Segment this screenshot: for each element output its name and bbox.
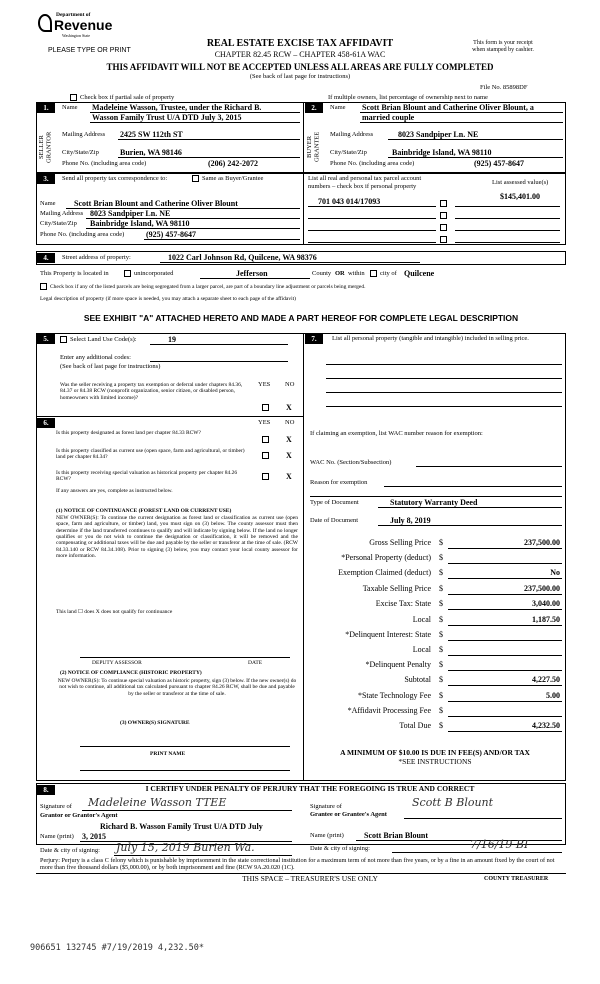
forest-yes-checkbox[interactable]	[262, 436, 269, 443]
section-8-number: 8.	[37, 785, 55, 795]
tax-row-sym-2: $	[439, 568, 443, 577]
assessed-value[interactable]: $145,401.00	[500, 192, 540, 201]
tax-row-label-9: Subtotal	[404, 675, 431, 684]
buyer-side-label: BUYER GRANTEE	[306, 131, 321, 163]
tax-row-value-10[interactable]: 5.00	[546, 691, 560, 700]
street-label: Street address of property:	[62, 254, 131, 261]
grantee-signature[interactable]: Scott B Blount	[412, 796, 494, 809]
additional-codes-label: Enter any additional codes:	[60, 354, 131, 361]
dor-logo	[38, 12, 113, 42]
current-use-no-mark[interactable]: X	[286, 451, 292, 460]
seller-mailing[interactable]: 2425 SW 112th ST	[120, 130, 183, 139]
tax-row-label-10: *State Technology Fee	[357, 691, 431, 700]
tax-row-sym-5: $	[439, 615, 443, 624]
forest-question: Is this property designated as forest land per chapter 84.33 RCW?	[56, 430, 201, 436]
property-street[interactable]: 1022 Carl Johnson Rd, Quilcene, WA 98376	[168, 253, 317, 262]
exhibit-statement: SEE EXHIBIT "A" ATTACHED HERETO AND MADE A PART HEREOF FOR COMPLETE LEGAL DESCRIPTION	[83, 313, 519, 323]
tax-row-label-5: Local	[412, 615, 431, 624]
land-use-code[interactable]: 19	[168, 335, 176, 344]
s5-no-header: NO	[285, 381, 295, 388]
seller-phone-label: Phone No. (including area code)	[62, 160, 147, 167]
tax-row-label-12: Total Due	[399, 721, 431, 730]
grantor-name-1[interactable]: Richard B. Wasson Family Trust U/A DTD July	[100, 822, 263, 831]
buyer-name-1: Scott Brian Blount and Catherine Oliver Blount, a	[362, 103, 534, 112]
tax-row-label-8: *Delinquent Penalty	[365, 660, 431, 669]
seller-mailing-label: Mailing Address	[62, 131, 106, 138]
parcel-personal-checkbox-1[interactable]	[440, 200, 447, 207]
tax-row-value-5[interactable]: 1,187.50	[532, 615, 560, 624]
buyer-name-2: married couple	[362, 113, 415, 122]
tax-row-label-4: Excise Tax: State	[375, 599, 431, 608]
buyer-phone[interactable]: (925) 457-8647	[474, 159, 524, 168]
cashier-stamp: 906651 132745 #7/19/2019 4,232.50*	[30, 943, 204, 953]
tax-row-value-12[interactable]: 4,232.50	[532, 721, 560, 730]
current-use-question: Is this property classified as current use (open space, farm and agricultural, or timber) land per chapter 84.34?	[56, 448, 245, 461]
buyer-city[interactable]: Bainbridge Island, WA 98110	[392, 148, 492, 157]
same-as-buyer-checkbox[interactable]	[192, 175, 199, 182]
grantor-name-2[interactable]: 3, 2015	[82, 832, 106, 841]
doc-date-label: Date of Document	[310, 517, 359, 524]
tax-row-sym-10: $	[439, 691, 443, 700]
reason-label: Reason for exemption	[310, 479, 368, 486]
section-2-number: 2.	[305, 103, 323, 113]
grantee-sig-label: Signature of	[310, 803, 342, 810]
partial-sale-label: Check box if partial sale of property	[80, 94, 175, 101]
logo-line1: Department of	[56, 12, 91, 18]
grantor-name-print-label: Name (print)	[40, 833, 74, 840]
tax-row-label-6: *Delinquent Interest: State	[345, 630, 431, 639]
grantor-signature[interactable]: Madeleine Wasson TTEE	[88, 796, 227, 809]
see-back: (See back of last page for instructions)	[249, 73, 351, 80]
located-label: This Property is located in	[40, 270, 109, 277]
parcel-number[interactable]: 701 043 014/17093	[318, 197, 381, 206]
wac-label: WAC No. (Section/Subsection)	[310, 459, 392, 466]
doc-type[interactable]: Statutory Warranty Deed	[390, 498, 478, 507]
tax-row-label-0: Gross Selling Price	[369, 538, 431, 547]
buyer-phone-label: Phone No. (including area code)	[330, 160, 415, 167]
segregated-label: Check box if any of the listed parcels are being segregated from a larger parcel, are part of a boundary line adjustment or parcels being merged.	[50, 284, 366, 290]
multiple-owners-label: If multiple owners, list percentage of ownership next to name	[328, 94, 488, 101]
personal-property-label: List all personal property (tangible and intangible) included in selling price.	[332, 335, 529, 342]
legal-label: Legal description of property (if more space is needed, you may attach a separate sheet to each page of the affidavit)	[40, 296, 296, 302]
buyer-city-label: City/State/Zip	[330, 149, 367, 156]
unincorporated-checkbox[interactable]	[124, 270, 131, 277]
buyer-name-label: Name	[330, 104, 346, 111]
s5-yes-header: YES	[258, 381, 271, 388]
unincorporated-label: unincorporated	[134, 270, 174, 277]
grantee-agent-label: Grantee or Grantee's Agent	[310, 811, 387, 818]
segregated-checkbox[interactable]	[40, 283, 47, 290]
s5-see-back: (See back of last page for instructions)	[60, 363, 161, 370]
if-yes-note: If any answers are yes, complete as instructed below.	[56, 488, 173, 494]
section-1-number: 1.	[37, 103, 55, 113]
s6-yes-header: YES	[258, 419, 271, 426]
seller-phone[interactable]: (206) 242-2072	[208, 159, 258, 168]
s3-name-label: Name	[40, 200, 56, 207]
perjury-notice: Perjury: Perjury is a class C felony which is punishable by imprisonment in the state correctional institution for a maximum term of not more than five years, or by a fine in an amount fixed by the court of not more than five thousand dollars ($5,000.00), or by both imprisonment and fine (RCW 9A.20.020 (1C).	[40, 857, 555, 872]
parcel-personal-checkbox-4[interactable]	[440, 236, 447, 243]
or-label: OR	[335, 270, 345, 277]
tax-row-value-4[interactable]: 3,040.00	[532, 599, 560, 608]
parcel-personal-checkbox-2[interactable]	[440, 212, 447, 219]
s3-phone-label: Phone No. (including area code)	[40, 231, 125, 238]
historic-no-mark[interactable]: X	[286, 472, 292, 481]
receipt-note-1: This form is your receipt	[473, 40, 533, 46]
exemption-yes-checkbox[interactable]	[262, 404, 269, 411]
s3-city-label: City/State/Zip	[40, 220, 77, 227]
tax-row-sym-3: $	[439, 584, 443, 593]
section-5-number: 5.	[37, 334, 55, 344]
tax-row-sym-8: $	[439, 660, 443, 669]
within-city-checkbox[interactable]	[370, 270, 377, 277]
city-name[interactable]: Quilcene	[404, 269, 435, 278]
section-7-number: 7.	[305, 334, 323, 344]
exemption-claim-label: If claiming an exemption, list WAC number reason for exemption:	[310, 430, 483, 437]
section-6-number: 6.	[37, 418, 55, 428]
tax-row-value-3[interactable]: 237,500.00	[524, 584, 560, 593]
forest-no-mark[interactable]: X	[286, 435, 292, 444]
partial-sale-checkbox[interactable]	[70, 94, 77, 101]
tax-row-value-0[interactable]: 237,500.00	[524, 538, 560, 547]
tax-row-label-3: Taxable Selling Price	[362, 584, 431, 593]
seller-name-2: Wasson Family Trust U/A DTD July 3, 2015	[92, 113, 242, 122]
owner-signature-label: (3) OWNER(S) SIGNATURE	[120, 720, 190, 726]
s3-name[interactable]: Scott Brian Blount and Catherine Oliver Blount	[74, 199, 238, 208]
land-use-checkbox[interactable]	[60, 336, 67, 343]
grantee-date-city[interactable]: 7/16/19 BI	[470, 838, 529, 851]
grantor-date-label: Date & city of signing:	[40, 847, 100, 854]
seller-city[interactable]: Burien, WA 98146	[120, 148, 182, 157]
grantor-agent-label: Grantor or Grantor's Agent	[40, 812, 118, 819]
county-label: County	[312, 270, 332, 277]
form-title: REAL ESTATE EXCISE TAX AFFIDAVIT	[206, 38, 394, 49]
tax-row-label-7: Local	[412, 645, 431, 654]
seller-name-label: Name	[62, 104, 78, 111]
send-correspondence-label: Send all property tax correspondence to:	[62, 175, 168, 182]
tax-row-value-9[interactable]: 4,227.50	[532, 675, 560, 684]
minimum-fee-note: A MINIMUM OF $10.00 IS DUE IN FEE(S) AND/OR TAX	[340, 748, 530, 757]
tax-row-sym-6: $	[439, 630, 443, 639]
grantor-date-city[interactable]: July 15, 2019 Burien Wa.	[116, 841, 255, 854]
section-4-number: 4.	[37, 253, 55, 263]
certify-statement: I CERTIFY UNDER PENALTY OF PERJURY THAT THE FOREGOING IS TRUE AND CORRECT	[145, 784, 475, 793]
buyer-mailing[interactable]: 8023 Sandpiper Ln. NE	[398, 130, 479, 139]
logo-line3: Washington State	[62, 33, 91, 38]
treasurer-use-only: THIS SPACE – TREASURER'S USE ONLY	[242, 874, 378, 883]
please-type: PLEASE TYPE OR PRINT	[48, 47, 131, 54]
tax-row-sym-9: $	[439, 675, 443, 684]
notice-compliance-text: NEW OWNER(S): To continue special valuation as historic property, sign (3) below. If the new owner(s) do not wish to continue, all additional tax calculated pursuant to chapter 84.26 RCW, shall be due and payable by the seller or transferor at the time of sale.	[57, 678, 297, 697]
county-treasurer-label: COUNTY TREASURER	[484, 876, 549, 882]
tax-row-sym-1: $	[439, 553, 443, 562]
s3-mailing-label: Mailing Address	[40, 210, 84, 217]
assessed-values-label: List assessed value(s)	[492, 179, 549, 186]
grantee-date-label: Date & city of signing:	[310, 845, 370, 852]
doc-type-label: Type of Document	[310, 499, 359, 506]
seller-name-1: Madeleine Wasson, Trustee, under the Richard B.	[92, 103, 262, 112]
parcel-list-label-1: List all real and personal tax parcel account	[308, 175, 422, 182]
print-name-label: PRINT NAME	[150, 751, 186, 757]
grantee-name-print-label: Name (print)	[310, 832, 344, 839]
tax-row-label-1: *Personal Property (deduct)	[341, 553, 431, 562]
deputy-assessor-label: DEPUTY ASSESSOR	[92, 660, 142, 666]
tax-row-label-2: Exemption Claimed (deduct)	[338, 568, 431, 577]
grantee-name[interactable]: Scott Brian Blount	[364, 831, 429, 840]
tax-row-sym-4: $	[439, 599, 443, 608]
tax-row-sym-11: $	[439, 706, 443, 715]
notice-compliance-title: (2) NOTICE OF COMPLIANCE (HISTORIC PROPERTY)	[60, 670, 202, 676]
s6-no-header: NO	[285, 419, 295, 426]
s3-mailing[interactable]: 8023 Sandpiper Ln. NE	[90, 209, 171, 218]
city-of-label: city of	[380, 270, 397, 277]
logo-line2: Revenue	[54, 17, 113, 33]
historic-yes-checkbox[interactable]	[262, 473, 269, 480]
s3-city[interactable]: Bainbridge Island, WA 98110	[90, 219, 190, 228]
section-3-number: 3.	[37, 174, 55, 184]
current-use-yes-checkbox[interactable]	[262, 452, 269, 459]
tax-row-label-11: *Affidavit Processing Fee	[347, 706, 431, 715]
receipt-note-2: when stamped by cashier.	[472, 47, 534, 53]
logo-emblem-icon	[38, 14, 52, 32]
deputy-date-label: DATE	[248, 660, 263, 666]
doc-date[interactable]: July 8, 2019	[390, 516, 431, 525]
parcel-list-label-2: numbers – check box if personal property	[308, 183, 417, 190]
buyer-mailing-label: Mailing Address	[330, 131, 374, 138]
tax-calculation-table	[305, 538, 565, 738]
tax-row-sym-12: $	[439, 721, 443, 730]
seller-side-label: SELLER GRANTOR	[38, 131, 53, 163]
tax-row-sym-7: $	[439, 645, 443, 654]
file-no: File No. 85898DF	[480, 84, 528, 91]
notice-continuance-title: (1) NOTICE OF CONTINUANCE (FOREST LAND OR CURRENT USE)	[56, 508, 232, 514]
historic-question: Is this property receiving special valuation as historical property per chapter 84.26 RCW?	[56, 470, 238, 483]
tax-row-sym-0: $	[439, 538, 443, 547]
form-chapter: CHAPTER 82.45 RCW – CHAPTER 458-61A WAC	[214, 50, 386, 59]
parcel-personal-checkbox-3[interactable]	[440, 224, 447, 231]
land-use-label: Select Land Use Code(s):	[70, 336, 137, 343]
exemption-no-mark[interactable]: X	[286, 403, 292, 412]
same-as-buyer-label: Same as Buyer/Grantee	[202, 175, 264, 182]
grantor-sig-label: Signature of	[40, 803, 72, 810]
see-instructions-note: *SEE INSTRUCTIONS	[398, 757, 472, 766]
county-name[interactable]: Jefferson	[236, 269, 268, 278]
within-label: within	[348, 270, 365, 277]
land-qualify-line: This land ☐ does X does not qualify for continuance	[56, 609, 173, 615]
exemption-question: Was the seller receiving a property tax exemption or deferral under chapters 84.36, 84.37 or 84.38 RCW (nonprofit organization, senior citizen, or disabled person, homeowners with limited income)?	[60, 382, 243, 401]
form-warning: THIS AFFIDAVIT WILL NOT BE ACCEPTED UNLESS ALL AREAS ARE FULLY COMPLETED	[106, 62, 494, 72]
notice-continuance-text: NEW OWNER(S): To continue the current designation as forest land or classification as current use (open space, farm and agriculture, or timber) land, you must sign on (3) below. The county assessor must then determine if the land transferred continues to qualify and will indicate by signing below. If the land no longer qualifies or you do not wish to continue the designation or classification, it will be removed and the compensating or additional taxes will be due and payable by the seller or transferor at the time of sale. (RCW 84.33.140 or RCW 84.34.108). Prior to signing (3) below, you may contact your local county assessor for more information.	[56, 515, 298, 559]
tax-row-value-2[interactable]: No	[550, 568, 560, 577]
s3-phone[interactable]: (925) 457-8647	[146, 230, 196, 239]
seller-city-label: City/State/Zip	[62, 149, 99, 156]
